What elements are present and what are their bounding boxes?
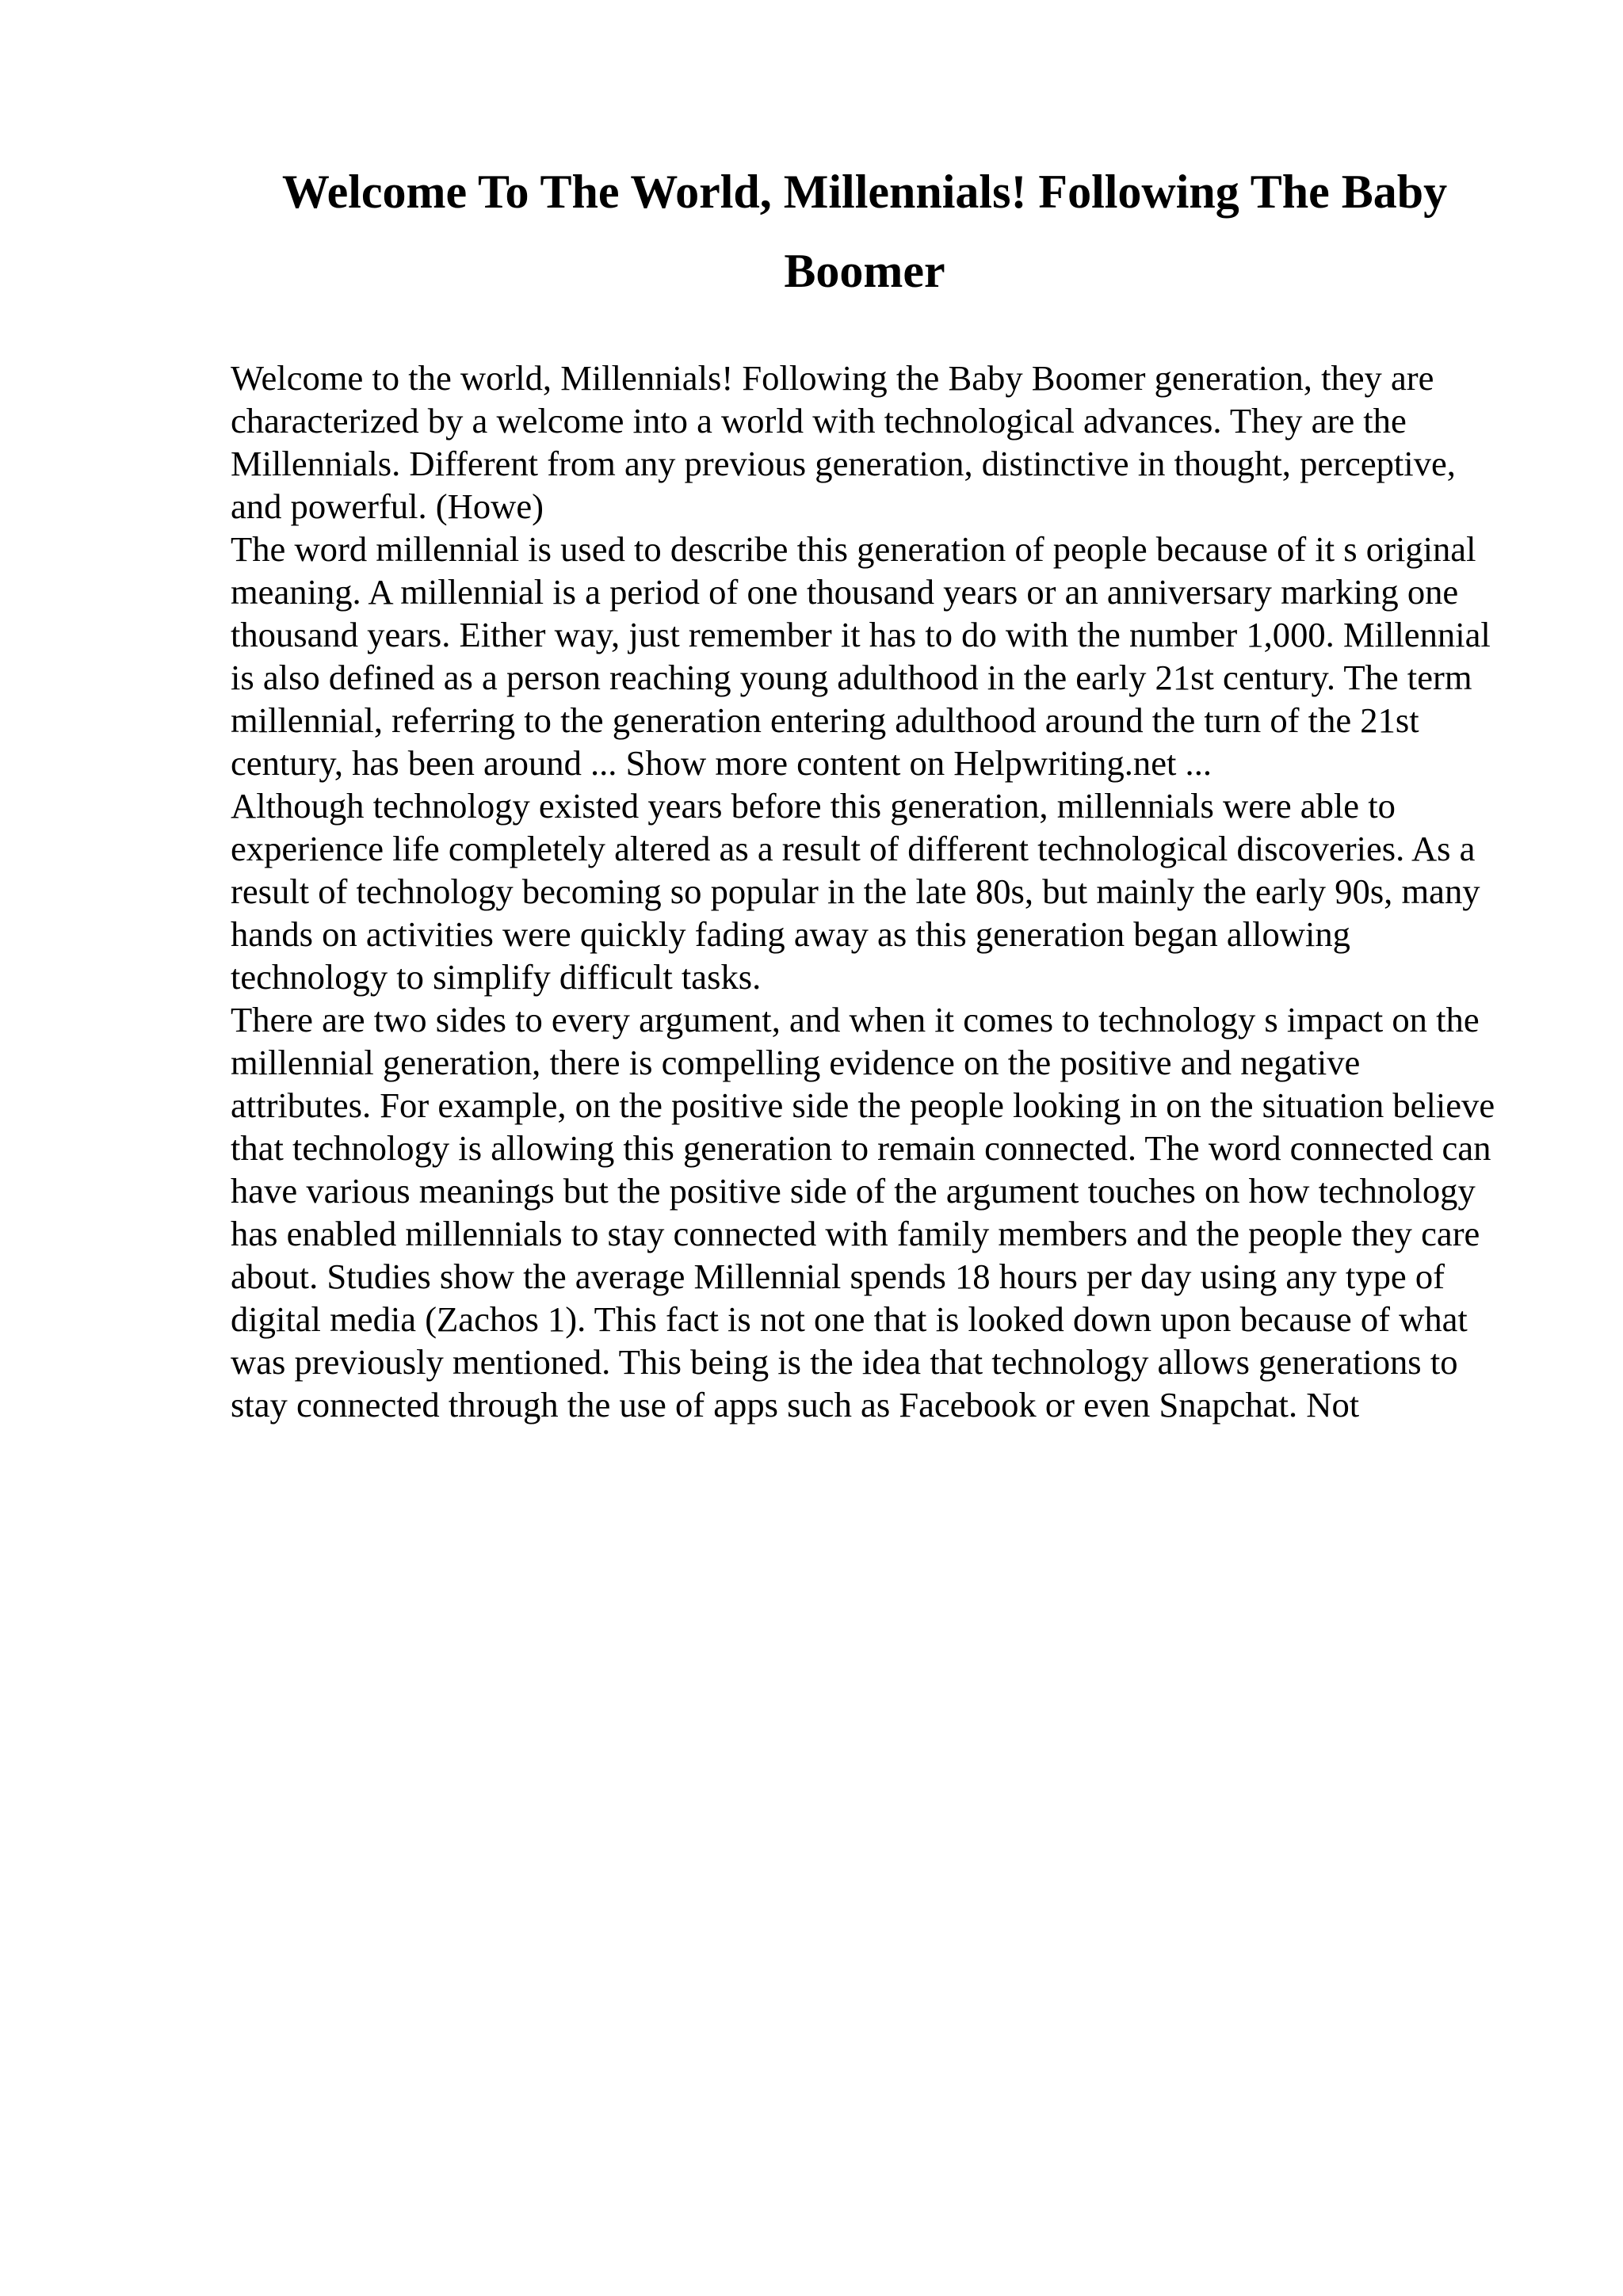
document-content bbox=[231, 0, 1499, 1426]
paragraph-technology-history: Although technology existed years before this generation, millennials were able to experience life completely altered as a result of different technological discoveries. As a result of technology becoming so popular in the late 80s, but mainly the early 90s, many hands on activities were quickly fading away as this generation began allowing technology to simplify difficult tasks. bbox=[231, 786, 1480, 997]
paragraph-word-meaning: The word millennial is used to describe this generation of people because of it s original meaning. A millennial is a period of one thousand years or an anniversary marking one thousand years. Either way, just remember it has to do with the number 1,000. Millennial is also defined as a person reaching young adulthood in the early 21st century. The term millennial, referring to the generation entering adulthood around the turn of the 21st century, has been around ... Show more content on Helpwriting.net ... bbox=[231, 529, 1491, 783]
paragraph-technology-impact: There are two sides to every argument, and when it comes to technology s impact on the millennial generation, there is compelling evidence on the positive and negative attributes. For example, on the positive side the people looking in on the situation believe that technology is allowing this generation to remain connected. The word connected can have various meanings but the positive side of the argument touches on how technology has enabled millennials to stay connected with family members and the people they care about. Studies show the average Millennial spends 18 hours per day using any type of digital media (Zachos 1). This fact is not one that is looked down upon because of what was previously mentioned. This being is the idea that technology allows generations to stay connected through the use of apps such as Facebook or even Snapchat. Not bbox=[231, 1000, 1495, 1425]
paragraph-intro: Welcome to the world, Millennials! Following the Baby Boomer generation, they are characterized by a welcome into a world with technological advances. They are the Millennials. Different from any previous generation, distinctive in thought, perceptive, and powerful. (Howe) bbox=[231, 358, 1456, 526]
document-title: Welcome To The World, Millennials! Following The Baby Boomer bbox=[281, 166, 1448, 297]
